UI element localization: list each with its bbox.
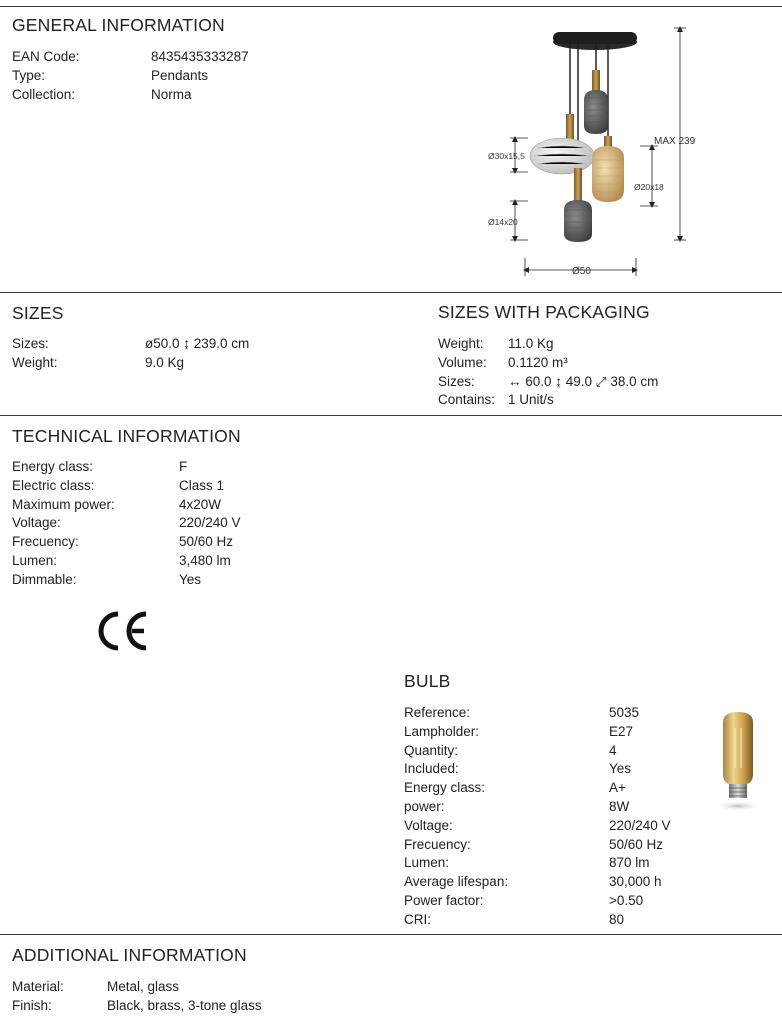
- row-value: 80: [609, 911, 625, 927]
- additional-row-material: [12, 977, 412, 996]
- divider: [0, 415, 782, 416]
- row-value: 8W: [609, 799, 630, 814]
- bulb-row: [404, 872, 704, 891]
- width-label: Ø50: [572, 266, 591, 277]
- row-value: Class 1: [179, 477, 225, 493]
- row-value: Yes: [609, 761, 632, 777]
- bulb-row: [404, 759, 704, 778]
- packaging-title: SIZES WITH PACKAGING: [438, 302, 650, 322]
- row-value: 9.0 Kg: [145, 355, 185, 370]
- row-value: Yes: [179, 571, 202, 587]
- bulb-row: [404, 741, 704, 760]
- row-label: Dimmable:: [12, 571, 77, 587]
- technical-row: [12, 570, 332, 589]
- packaging-row-contains: [438, 390, 768, 409]
- row-value: ø50.0 ↨ 239.0 cm: [145, 336, 250, 351]
- row-value: 5035: [609, 705, 640, 720]
- row-label: Frecuency:: [404, 836, 471, 852]
- technical-row: [12, 476, 332, 495]
- max-height-label: MAX 239: [654, 136, 696, 147]
- packaging-row-sizes: [438, 372, 768, 391]
- general-row-collection: [12, 85, 312, 104]
- technical-row: [12, 532, 332, 551]
- row-value: A+: [609, 780, 626, 796]
- general-row-ean: [12, 47, 312, 66]
- row-value: 1 Unit/s: [508, 392, 554, 407]
- row-label: Material:: [12, 979, 64, 994]
- ce-mark: [96, 610, 150, 657]
- diameter-label-2: Ø20x18: [634, 182, 664, 192]
- bulb-row: [404, 722, 704, 741]
- row-value: 50/60 Hz: [609, 836, 664, 852]
- technical-row: [12, 551, 332, 570]
- row-label: Frecuency:: [12, 534, 79, 550]
- ce-mark-icon: [96, 610, 150, 652]
- bulb-row: [404, 797, 704, 816]
- row-label: power:: [404, 799, 445, 814]
- row-value: 0.1120 m³: [508, 355, 568, 370]
- bulb-row: [404, 778, 704, 797]
- sizes-row-weight: [12, 353, 312, 372]
- row-label: Voltage:: [404, 817, 453, 833]
- row-value: >0.50: [609, 893, 644, 908]
- sizes-title: SIZES: [12, 303, 64, 323]
- row-value: F: [179, 459, 188, 474]
- row-label: Finish:: [12, 998, 52, 1013]
- row-label: Lampholder:: [404, 723, 480, 739]
- technical-row: [12, 513, 332, 532]
- row-label: Energy class:: [12, 459, 94, 474]
- row-value: 870 lm: [609, 855, 650, 871]
- technical-title: TECHNICAL INFORMATION: [12, 426, 241, 446]
- bulb-row: [404, 853, 704, 872]
- general-title: GENERAL INFORMATION: [12, 15, 225, 35]
- additional-row-finish: [12, 996, 412, 1015]
- row-label: Electric class:: [12, 477, 95, 493]
- row-value: Metal, glass: [107, 979, 180, 994]
- packaging-row-volume: [438, 353, 768, 372]
- general-row-type: [12, 66, 312, 85]
- bulb-row: [404, 891, 704, 910]
- bulb-title: BULB: [404, 671, 451, 691]
- row-value: Pendants: [151, 68, 209, 83]
- row-value: 4: [609, 742, 617, 758]
- row-label: Volume:: [438, 355, 487, 370]
- row-label: Collection:: [12, 87, 76, 102]
- bulb-row: [404, 703, 704, 722]
- bulb-row: [404, 816, 704, 835]
- bulb-image: [705, 706, 771, 816]
- row-value: 220/240 V: [609, 817, 671, 833]
- row-label: Lumen:: [12, 553, 58, 568]
- technical-row: [12, 457, 332, 476]
- row-value: 3,480 lm: [179, 553, 231, 568]
- divider: [0, 934, 782, 935]
- technical-row: [12, 495, 332, 514]
- row-label: Type:: [12, 68, 46, 83]
- sizes-row-sizes: [12, 334, 312, 353]
- row-label: Voltage:: [12, 515, 61, 531]
- row-label: Sizes:: [12, 336, 49, 351]
- row-value: 50/60 Hz: [179, 534, 234, 550]
- bulb-row: [404, 910, 704, 929]
- row-label: Lumen:: [404, 855, 450, 871]
- row-value: E27: [609, 723, 634, 739]
- row-label: CRI:: [404, 911, 431, 927]
- lamp-dimension-diagram: [480, 18, 710, 283]
- diameter-label-3: Ø14x20: [488, 217, 518, 227]
- row-label: Power factor:: [404, 893, 484, 908]
- row-label: Quantity:: [404, 742, 459, 758]
- row-value: 4x20W: [179, 496, 222, 512]
- row-value: Black, brass, 3-tone glass: [107, 998, 262, 1013]
- row-value: 30,000 h: [609, 874, 662, 890]
- row-label: Sizes:: [438, 374, 475, 389]
- row-label: Contains:: [438, 392, 496, 407]
- additional-title: ADDITIONAL INFORMATION: [12, 945, 247, 965]
- row-label: Maximum power:: [12, 496, 115, 512]
- row-label: Reference:: [404, 705, 471, 720]
- packaging-row-weight: [438, 334, 768, 353]
- row-value: 220/240 V: [179, 515, 241, 531]
- row-label: Included:: [404, 761, 459, 777]
- row-label: Energy class:: [404, 780, 486, 796]
- row-label: Weight:: [438, 336, 484, 351]
- row-label: Average lifespan:: [404, 874, 509, 890]
- row-value: 8435435333287: [151, 49, 249, 64]
- divider: [0, 292, 782, 293]
- row-value: Norma: [151, 87, 192, 102]
- row-label: Weight:: [12, 355, 58, 370]
- row-value: ↔ 60.0 ↨ 49.0 ⤢ 38.0 cm: [508, 374, 659, 389]
- bulb-row: [404, 835, 704, 854]
- diameter-label-1: Ø30x15,5: [488, 151, 525, 161]
- divider: [0, 6, 782, 7]
- row-label: EAN Code:: [12, 49, 80, 64]
- row-value: 11.0 Kg: [508, 336, 554, 351]
